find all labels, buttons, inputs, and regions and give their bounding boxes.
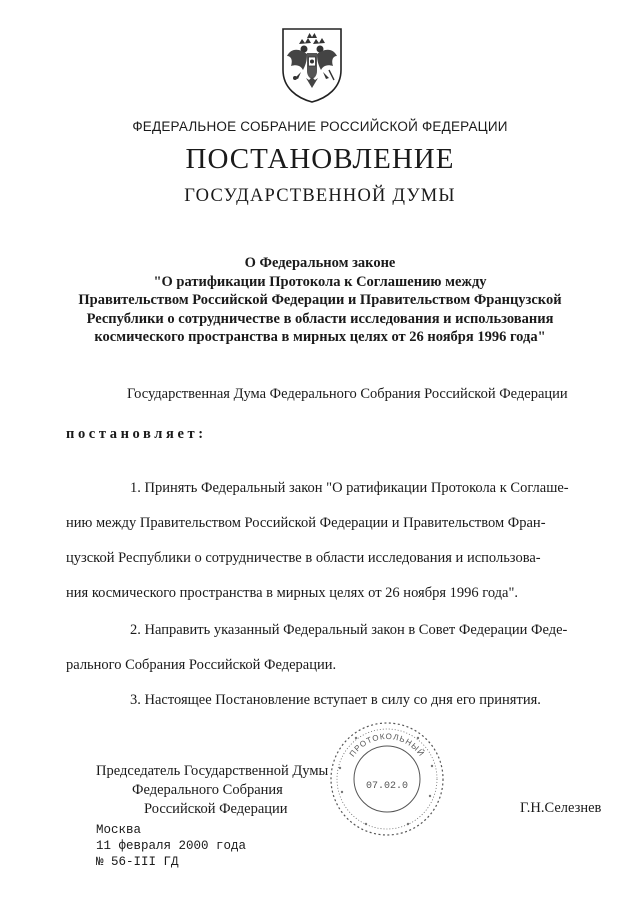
resolution-paragraph-1 — [66, 478, 568, 618]
paragraph-line: 3. Настоящее Постановление вступает в силу со дня его принятия. — [130, 692, 541, 708]
subject-line: О Федеральном законе — [244, 255, 396, 271]
resolution-paragraph-3 — [66, 690, 568, 725]
preamble-text: Государственная Дума Федерального Собрания Российской Федерации — [127, 386, 568, 402]
footer-number: № 56-III ГД — [96, 855, 179, 869]
signer-line: Председатель Государственной Думы — [96, 763, 329, 779]
subject-line: "О ратификации Протокола к Соглашению между — [153, 273, 487, 290]
seal-number: 07.02.0 — [365, 781, 409, 792]
signer-line: Российской Федерации — [144, 801, 288, 817]
document-issuer: ГОСУДАРСТВЕННОЙ ДУМЫ — [184, 186, 456, 206]
signer-title — [96, 762, 346, 819]
paragraph-line: цузской Республики о сотрудничестве в области исследования и использова- — [66, 550, 541, 566]
assembly-name: ФЕДЕРАЛЬНОЕ СОБРАНИЕ РОССИЙСКОЙ ФЕДЕРАЦИИ — [132, 119, 508, 134]
signer-line: Федерального Собрания — [132, 782, 283, 798]
subject-line: Правительством Российской Федерации и Правительством Французской — [78, 292, 562, 308]
russian-coat-of-arms-icon — [277, 26, 347, 104]
paragraph-line: ния космического пространства в мирных целях от 26 ноября 1996 года". — [66, 585, 519, 601]
subject-line: Республики о сотрудничестве в области исследования и использования — [86, 310, 554, 327]
signer-name: Г.Н.Селезнев — [520, 800, 602, 816]
footer-city: Москва — [96, 823, 142, 837]
seal-text: ПРОТОКОЛЬНЫЙ — [347, 731, 427, 759]
resolves-keyword: постановляет: — [66, 426, 207, 442]
subject-line: космического пространства в мирных целях от 26 ноября 1996 года" — [94, 329, 546, 345]
document-subject — [60, 254, 580, 347]
footer-date: 11 февраля 2000 года — [96, 839, 247, 853]
resolution-paragraph-2 — [66, 620, 568, 690]
paragraph-line: нию между Правительством Российской Федерации и Правительством Фран- — [66, 515, 546, 531]
paragraph-line: рального Собрания Российской Федерации. — [66, 657, 337, 673]
document-type-title: ПОСТАНОВЛЕНИЕ — [185, 143, 455, 175]
paragraph-line: 2. Направить указанный Федеральный закон в Совет Федерации Феде- — [130, 622, 568, 638]
paragraph-line: 1. Принять Федеральный закон "О ратификации Протокола к Соглаше- — [130, 480, 569, 496]
svg-text:ПРОТОКОЛЬНЫЙ — [348, 732, 427, 759]
document-footer — [96, 822, 246, 870]
